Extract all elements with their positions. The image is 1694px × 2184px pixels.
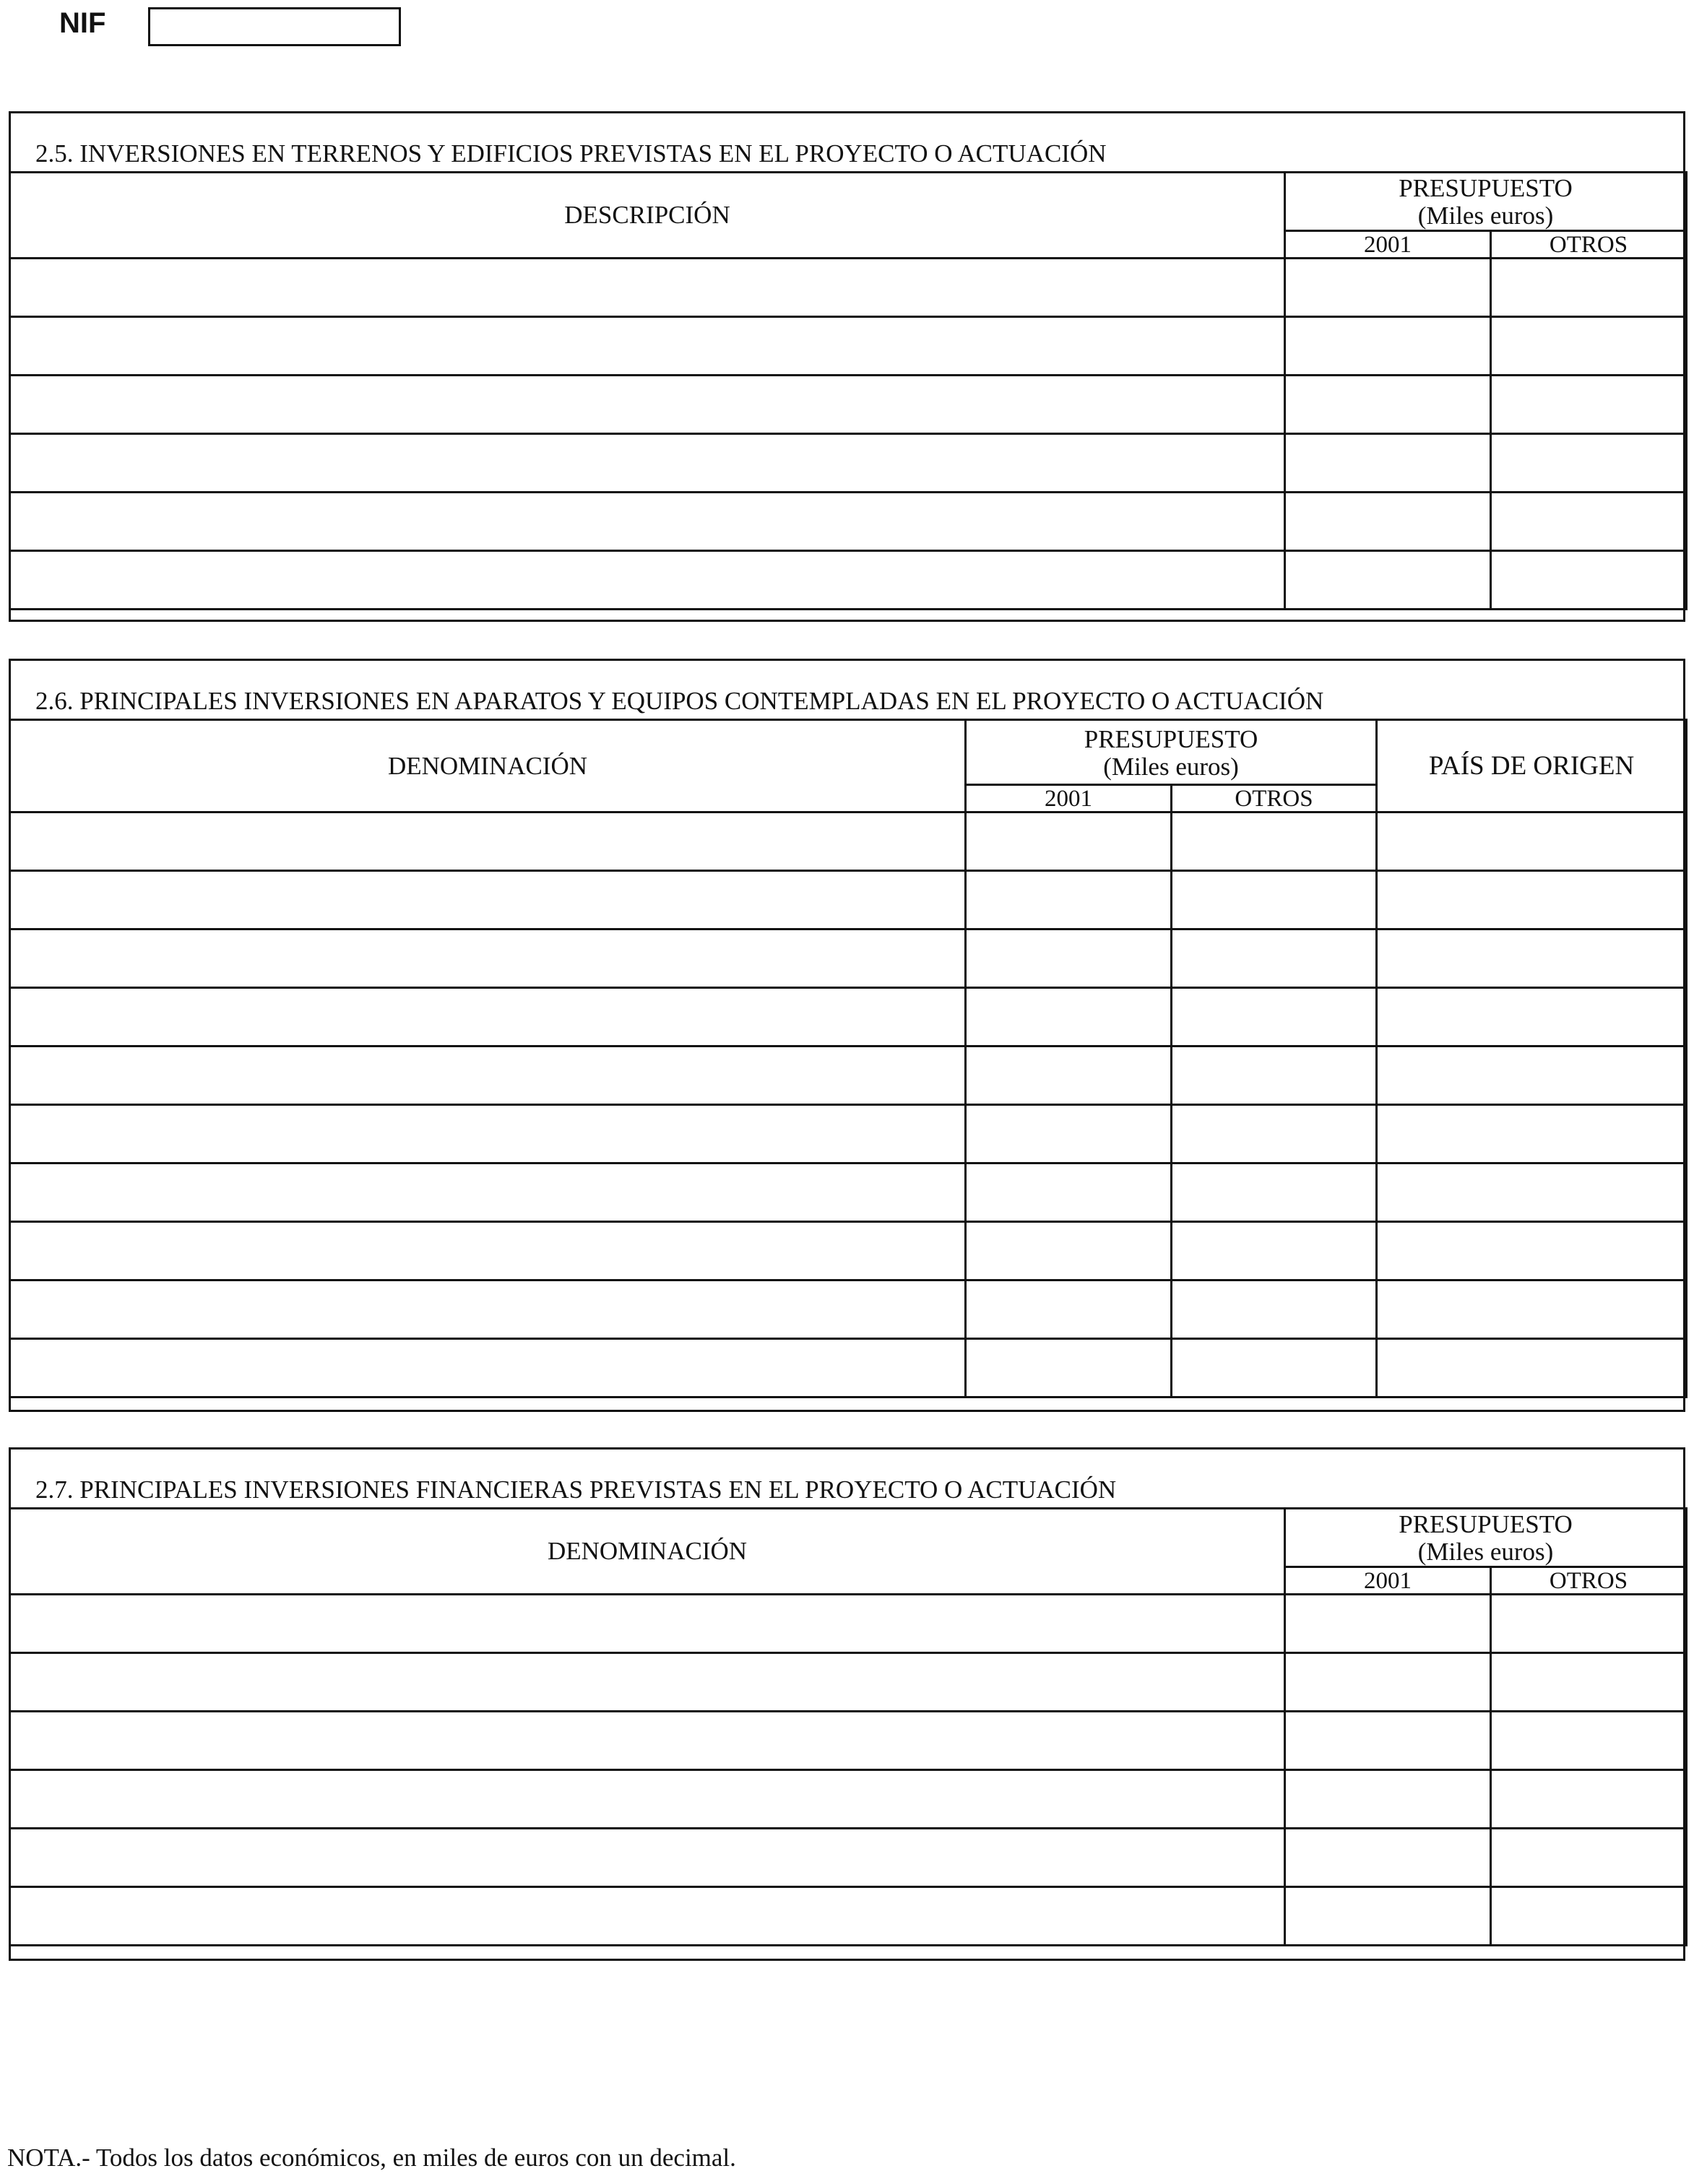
presupuesto-otros-cell[interactable] <box>1172 1105 1377 1164</box>
pais-origen-cell[interactable] <box>1377 1105 1687 1164</box>
presupuesto-otros-cell[interactable] <box>1172 812 1377 871</box>
table-row <box>10 434 1687 493</box>
presupuesto-otros-cell[interactable] <box>1491 1887 1687 1946</box>
nif-label: NIF <box>59 7 106 39</box>
table-row <box>10 988 1687 1046</box>
table-row <box>10 871 1687 930</box>
column-header-presupuesto <box>966 720 1377 785</box>
presupuesto-2001-cell[interactable] <box>1285 1712 1491 1770</box>
column-header-otros: OTROS <box>1491 1567 1687 1595</box>
presupuesto-2001-cell[interactable] <box>1285 1653 1491 1712</box>
denominacion-cell[interactable] <box>10 1829 1285 1887</box>
presupuesto-unit: (Miles euros) <box>1103 752 1239 781</box>
section-title: 2.5. INVERSIONES EN TERRENOS Y EDIFICIOS PREVISTAS EN EL PROYECTO O ACTUACIÓN <box>35 139 1107 168</box>
column-header-denominacion: DENOMINACIÓN <box>10 1509 1285 1595</box>
presupuesto-otros-cell[interactable] <box>1491 317 1687 376</box>
descripcion-cell[interactable] <box>10 551 1285 610</box>
table-row <box>10 1829 1687 1887</box>
denominacion-cell[interactable] <box>10 1280 966 1339</box>
section-title: 2.6. PRINCIPALES INVERSIONES EN APARATOS Y EQUIPOS CONTEMPLADAS EN EL PROYECTO O ACTUACIÓN <box>35 687 1324 715</box>
presupuesto-otros-cell[interactable] <box>1491 493 1687 551</box>
descripcion-cell[interactable] <box>10 259 1285 317</box>
financial-table <box>9 1507 1687 1946</box>
denominacion-cell[interactable] <box>10 1164 966 1222</box>
presupuesto-2001-cell[interactable] <box>966 871 1172 930</box>
denominacion-cell[interactable] <box>10 1712 1285 1770</box>
presupuesto-2001-cell[interactable] <box>966 1339 1172 1398</box>
denominacion-cell[interactable] <box>10 1770 1285 1829</box>
presupuesto-2001-cell[interactable] <box>966 1222 1172 1280</box>
table-row <box>10 1046 1687 1105</box>
column-header-2001: 2001 <box>1285 231 1491 259</box>
presupuesto-2001-cell[interactable] <box>1285 493 1491 551</box>
presupuesto-2001-cell[interactable] <box>1285 551 1491 610</box>
pais-origen-cell[interactable] <box>1377 812 1687 871</box>
investment-table <box>9 171 1687 610</box>
table-row <box>10 1339 1687 1398</box>
denominacion-cell[interactable] <box>10 1887 1285 1946</box>
table-row <box>10 1164 1687 1222</box>
presupuesto-2001-cell[interactable] <box>1285 434 1491 493</box>
column-header-presupuesto <box>1285 173 1687 231</box>
pais-origen-cell[interactable] <box>1377 871 1687 930</box>
presupuesto-otros-cell[interactable] <box>1172 988 1377 1046</box>
column-header-otros: OTROS <box>1172 785 1377 812</box>
presupuesto-otros-cell[interactable] <box>1491 434 1687 493</box>
table-row <box>10 551 1687 610</box>
pais-origen-cell[interactable] <box>1377 930 1687 988</box>
denominacion-cell[interactable] <box>10 1339 966 1398</box>
denominacion-cell[interactable] <box>10 988 966 1046</box>
denominacion-cell[interactable] <box>10 1653 1285 1712</box>
table-row <box>10 1770 1687 1829</box>
presupuesto-2001-cell[interactable] <box>1285 1887 1491 1946</box>
presupuesto-otros-cell[interactable] <box>1491 551 1687 610</box>
pais-origen-cell[interactable] <box>1377 1222 1687 1280</box>
presupuesto-otros-cell[interactable] <box>1491 259 1687 317</box>
pais-origen-cell[interactable] <box>1377 1164 1687 1222</box>
column-header-descripcion: DESCRIPCIÓN <box>10 173 1285 259</box>
presupuesto-otros-cell[interactable] <box>1172 1164 1377 1222</box>
section-title: 2.7. PRINCIPALES INVERSIONES FINANCIERAS PREVISTAS EN EL PROYECTO O ACTUACIÓN <box>35 1476 1117 1504</box>
presupuesto-2001-cell[interactable] <box>1285 259 1491 317</box>
presupuesto-2001-cell[interactable] <box>1285 376 1491 434</box>
denominacion-cell[interactable] <box>10 871 966 930</box>
table-row <box>10 376 1687 434</box>
table-row <box>10 1653 1687 1712</box>
table-row <box>10 930 1687 988</box>
table-row <box>10 1222 1687 1280</box>
presupuesto-unit: (Miles euros) <box>1417 202 1554 230</box>
presupuesto-2001-cell[interactable] <box>1285 1595 1491 1653</box>
table-row <box>10 1595 1687 1653</box>
presupuesto-otros-cell[interactable] <box>1491 376 1687 434</box>
presupuesto-otros-cell[interactable] <box>1172 1280 1377 1339</box>
equipment-table <box>9 719 1687 1398</box>
table-row <box>10 493 1687 551</box>
section-terrenos-edificios <box>9 111 1685 622</box>
denominacion-cell[interactable] <box>10 1105 966 1164</box>
presupuesto-label: PRESUPUESTO <box>1399 174 1573 202</box>
presupuesto-otros-cell[interactable] <box>1172 930 1377 988</box>
presupuesto-label: PRESUPUESTO <box>1399 1510 1573 1538</box>
presupuesto-2001-cell[interactable] <box>1285 1770 1491 1829</box>
pais-origen-cell[interactable] <box>1377 1046 1687 1105</box>
denominacion-cell[interactable] <box>10 1046 966 1105</box>
presupuesto-otros-cell[interactable] <box>1172 871 1377 930</box>
presupuesto-2001-cell[interactable] <box>1285 1829 1491 1887</box>
table-row <box>10 1280 1687 1339</box>
descripcion-cell[interactable] <box>10 376 1285 434</box>
presupuesto-otros-cell[interactable] <box>1491 1653 1687 1712</box>
footer-note: NOTA.- Todos los datos económicos, en miles de euros con un decimal. <box>7 2144 736 2172</box>
presupuesto-otros-cell[interactable] <box>1491 1712 1687 1770</box>
table-row <box>10 1712 1687 1770</box>
column-header-otros: OTROS <box>1491 231 1687 259</box>
presupuesto-2001-cell[interactable] <box>966 988 1172 1046</box>
presupuesto-otros-cell[interactable] <box>1172 1339 1377 1398</box>
presupuesto-otros-cell[interactable] <box>1172 1222 1377 1280</box>
section-inversiones-financieras <box>9 1447 1685 1961</box>
table-row <box>10 1105 1687 1164</box>
pais-origen-cell[interactable] <box>1377 1280 1687 1339</box>
column-header-2001: 2001 <box>966 785 1172 812</box>
pais-origen-cell[interactable] <box>1377 988 1687 1046</box>
denominacion-cell[interactable] <box>10 930 966 988</box>
presupuesto-label: PRESUPUESTO <box>1084 724 1258 753</box>
presupuesto-unit: (Miles euros) <box>1417 1538 1554 1566</box>
table-row <box>10 812 1687 871</box>
column-header-denominacion: DENOMINACIÓN <box>10 720 966 812</box>
descripcion-cell[interactable] <box>10 434 1285 493</box>
column-header-2001: 2001 <box>1285 1567 1491 1595</box>
presupuesto-2001-cell[interactable] <box>966 1280 1172 1339</box>
nif-input[interactable] <box>148 7 401 46</box>
presupuesto-otros-cell[interactable] <box>1491 1595 1687 1653</box>
descripcion-cell[interactable] <box>10 493 1285 551</box>
table-row <box>10 317 1687 376</box>
presupuesto-2001-cell[interactable] <box>966 1046 1172 1105</box>
denominacion-cell[interactable] <box>10 812 966 871</box>
denominacion-cell[interactable] <box>10 1222 966 1280</box>
section-aparatos-equipos <box>9 659 1685 1412</box>
presupuesto-2001-cell[interactable] <box>966 812 1172 871</box>
table-row <box>10 259 1687 317</box>
denominacion-cell[interactable] <box>10 1595 1285 1653</box>
column-header-presupuesto <box>1285 1509 1687 1567</box>
presupuesto-2001-cell[interactable] <box>966 1164 1172 1222</box>
presupuesto-otros-cell[interactable] <box>1491 1770 1687 1829</box>
descripcion-cell[interactable] <box>10 317 1285 376</box>
presupuesto-2001-cell[interactable] <box>966 930 1172 988</box>
column-header-pais-origen: PAÍS DE ORIGEN <box>1377 720 1687 812</box>
presupuesto-otros-cell[interactable] <box>1491 1829 1687 1887</box>
presupuesto-2001-cell[interactable] <box>1285 317 1491 376</box>
pais-origen-cell[interactable] <box>1377 1339 1687 1398</box>
presupuesto-2001-cell[interactable] <box>966 1105 1172 1164</box>
table-row <box>10 1887 1687 1946</box>
presupuesto-otros-cell[interactable] <box>1172 1046 1377 1105</box>
